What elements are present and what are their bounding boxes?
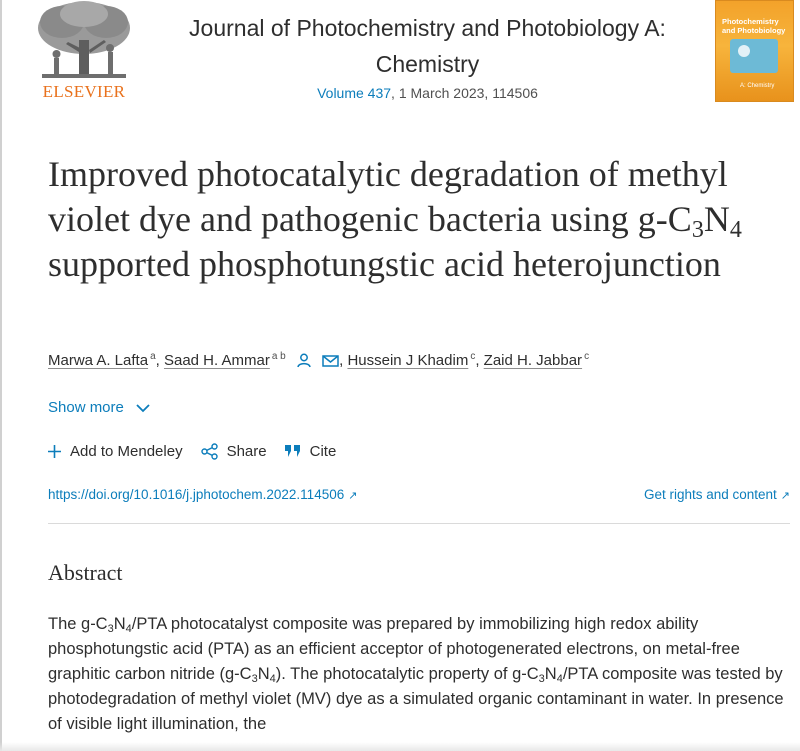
issue-date: , 1 March 2023, 114506 bbox=[391, 85, 538, 101]
show-more-label: Show more bbox=[48, 399, 124, 416]
abstract-run: /PTA photocatalyst composite was prepared by immobilizing high redox ability phosphotungstic acid (PTA) as an efficient acceptor of photogenerated electrons, on metal-free graphitic carbon nitride (g-C bbox=[48, 615, 740, 683]
cite-button[interactable] bbox=[285, 443, 337, 460]
chevron-down-icon bbox=[136, 404, 150, 413]
cite-label: Cite bbox=[309, 443, 337, 460]
article-title bbox=[48, 152, 793, 287]
share-label: Share bbox=[226, 443, 267, 460]
share-icon bbox=[201, 443, 218, 460]
person-icon[interactable] bbox=[296, 352, 312, 368]
abstract-subscript: 3 bbox=[107, 623, 114, 635]
abstract-run: N bbox=[544, 665, 557, 683]
scroll-fade bbox=[0, 742, 800, 751]
external-link-icon: ↗ bbox=[780, 490, 790, 502]
abstract-run: ). The photocatalytic property of g-C bbox=[275, 665, 539, 683]
abstract-run: N bbox=[257, 665, 270, 683]
doi-link[interactable] bbox=[48, 487, 357, 502]
affiliation-marker[interactable]: c bbox=[470, 351, 476, 362]
plus-icon bbox=[48, 445, 61, 458]
title-text: Improved photocatalytic degradation of methyl violet dye and pathogenic bacteria using g-C bbox=[48, 154, 728, 239]
cover-artwork bbox=[730, 39, 778, 73]
window-border bbox=[0, 0, 2, 751]
doi-text: https://doi.org/10.1016/j.jphotochem.2022.114506 bbox=[48, 487, 345, 502]
article-actions bbox=[48, 443, 336, 460]
quote-icon bbox=[285, 445, 301, 458]
author-list: Marwa A. Lafta $^a$, Saad H. Ammar $^{a b}$ , Hussein J Khadim $^c$, Zaid H. Jabbar $^c$ bbox=[48, 351, 590, 369]
title-subscript: 3 bbox=[691, 217, 704, 243]
author-link[interactable]: Hussein J Khadim bbox=[347, 352, 469, 369]
abstract-run: The g-C bbox=[48, 615, 108, 633]
abstract-heading: Abstract bbox=[48, 560, 123, 585]
get-rights-text: Get rights and content bbox=[643, 487, 777, 502]
title-text: supported phosphotungstic acid heterojunction bbox=[48, 244, 721, 284]
envelope-icon[interactable] bbox=[322, 354, 339, 368]
title-subscript: 4 bbox=[729, 217, 742, 243]
title-text: N bbox=[703, 199, 730, 239]
author-link[interactable]: Zaid H. Jabbar bbox=[483, 352, 583, 369]
volume-link[interactable]: Volume 437 bbox=[317, 85, 392, 101]
journal-title[interactable]: Journal of Photochemistry and Photobiology A: Chemistry bbox=[189, 15, 666, 77]
affiliation-marker[interactable]: c bbox=[584, 351, 590, 362]
abstract-subscript: 4 bbox=[269, 673, 276, 685]
author-link[interactable]: Saad H. Ammar bbox=[163, 352, 270, 369]
abstract-subscript: 3 bbox=[538, 673, 545, 685]
show-more-button[interactable] bbox=[48, 399, 150, 416]
abstract-subscript: 3 bbox=[251, 673, 258, 685]
author-link[interactable]: Marwa A. Lafta bbox=[48, 352, 149, 369]
cover-artwork-detail bbox=[738, 45, 750, 57]
cover-subtitle: A: Chemistry bbox=[740, 83, 775, 89]
add-to-mendeley-label: Add to Mendeley bbox=[70, 443, 183, 460]
affiliation-marker[interactable]: a b bbox=[271, 351, 286, 362]
affiliation-marker[interactable]: a bbox=[150, 351, 156, 362]
abstract-run: /PTA composite was tested by photodegradation of methyl violet (MV) dye as a simulated organic contaminant in water. In presence of visible light illumination, the bbox=[48, 665, 784, 733]
publisher-name: ELSEVIER bbox=[42, 82, 126, 101]
cover-title: Photochemistry and Photobiology bbox=[722, 17, 786, 35]
abstract-text bbox=[48, 612, 788, 737]
external-link-icon: ↗ bbox=[348, 490, 358, 502]
volume-info bbox=[150, 85, 705, 101]
tree-icon bbox=[22, 0, 146, 82]
divider bbox=[48, 523, 790, 524]
abstract-subscript: 4 bbox=[125, 623, 132, 635]
share-button[interactable] bbox=[201, 443, 267, 460]
abstract-run: N bbox=[113, 615, 126, 633]
get-rights-link[interactable] bbox=[644, 487, 790, 502]
abstract-subscript: 4 bbox=[556, 673, 563, 685]
add-to-mendeley-button[interactable] bbox=[48, 443, 183, 460]
journal-cover-image[interactable] bbox=[715, 0, 794, 102]
elsevier-logo[interactable] bbox=[14, 0, 144, 102]
